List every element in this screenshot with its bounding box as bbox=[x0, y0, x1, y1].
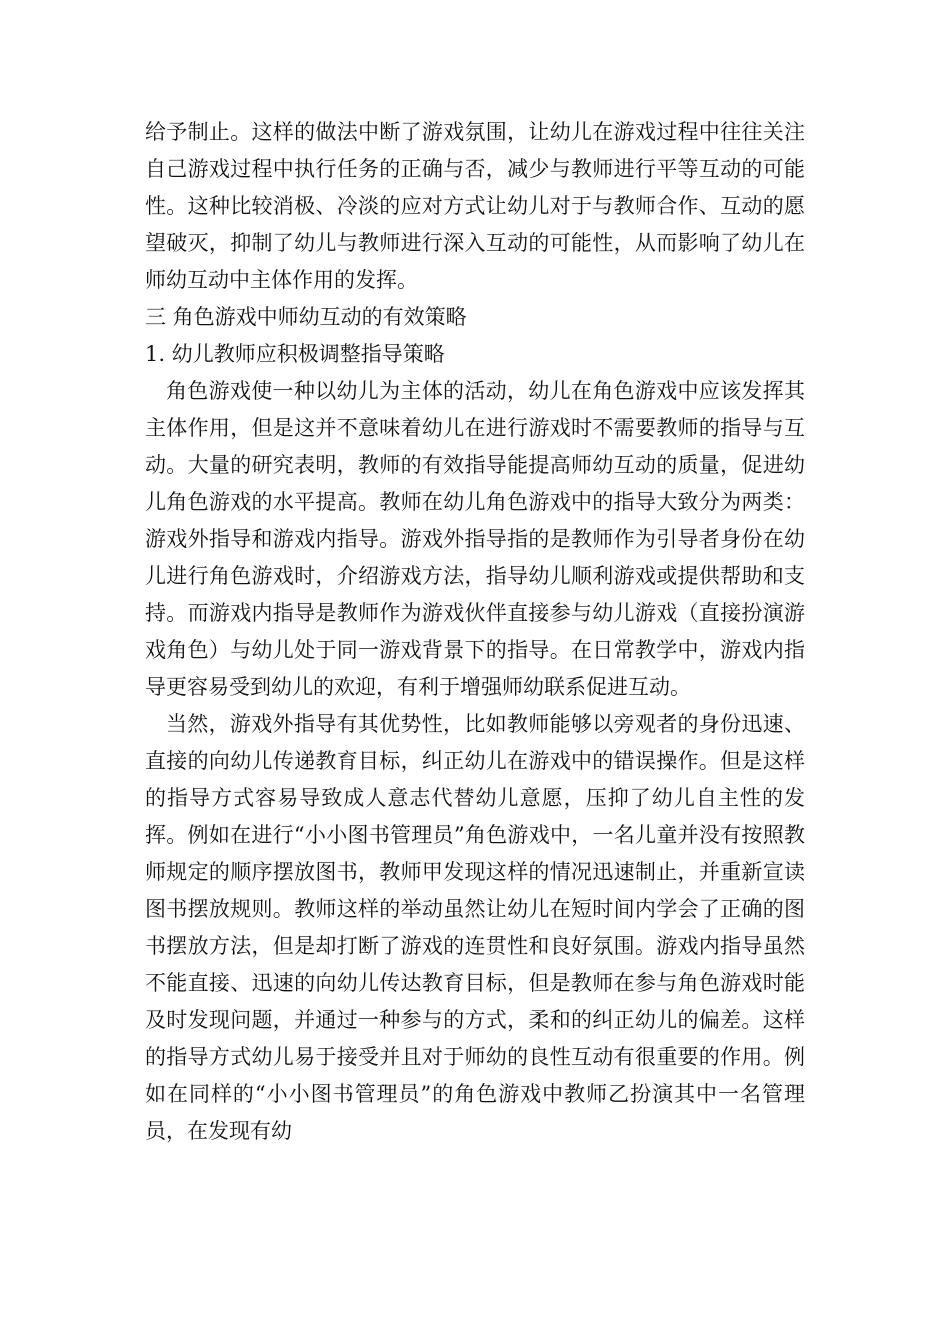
subsection-heading: 1. 幼儿教师应积极调整指导策略 bbox=[145, 342, 445, 366]
document-page bbox=[145, 114, 805, 1150]
paragraph-guidance-example: 当然，游戏外指导有其优势性，比如教师能够以旁观者的身份迅速、直接的向幼儿传递教育目标，纠正幼儿在游戏中的错误操作。但是这样的指导方式容易导致成人意志代替幼儿意愿，压抑了幼儿自主性的发挥。例如在进行“小小图书管理员”角色游戏中，一名儿童并没有按照教师规定的顺序摆放图书，教师甲发现这样的情况迅速制止，并重新宣读图书摆放规则。教师这样的举动虽然让幼儿在短时间内学会了正确的图书摆放方法，但是却打断了游戏的连贯性和良好氛围。游戏内指导虽然不能直接、迅速的向幼儿传达教育目标，但是教师在参与角色游戏时能及时发现问题，并通过一种参与的方式，柔和的纠正幼儿的偏差。这样的指导方式幼儿易于接受并且对于师幼的良性互动有很重要的作用。例如在同样的“小小图书管理员”的角色游戏中教师乙扮演其中一名管理员，在发现有幼 bbox=[145, 712, 805, 1143]
paragraph-guidance-types: 角色游戏使一种以幼儿为主体的活动，幼儿在角色游戏中应该发挥其主体作用，但是这并不意味着幼儿在进行游戏时不需要教师的指导与互动。大量的研究表明，教师的有效指导能提高师幼互动的质量，促进幼儿角色游戏的水平提高。教师在幼儿角色游戏中的指导大致分为两类：游戏外指导和游戏内指导。游戏外指导指的是教师作为引导者身份在幼儿进行角色游戏时，介绍游戏方法，指导幼儿顺利游戏或提供帮助和支持。而游戏内指导是教师作为游戏伙伴直接参与幼儿游戏（直接扮演游戏角色）与幼儿处于同一游戏背景下的指导。在日常教学中，游戏内指导更容易受到幼儿的欢迎，有利于增强师幼联系促进互动。 bbox=[145, 379, 805, 699]
section-heading: 三 角色游戏中师幼互动的有效策略 bbox=[145, 305, 467, 329]
paragraph-continuation: 给予制止。这样的做法中断了游戏氛围，让幼儿在游戏过程中往往关注自己游戏过程中执行任务的正确与否，减少与教师进行平等互动的可能性。这种比较消极、冷淡的应对方式让幼儿对于与教师合作、互动的愿望破灭，抑制了幼儿与教师进行深入互动的可能性，从而影响了幼儿在师幼互动中主体作用的发挥。 bbox=[145, 120, 805, 292]
